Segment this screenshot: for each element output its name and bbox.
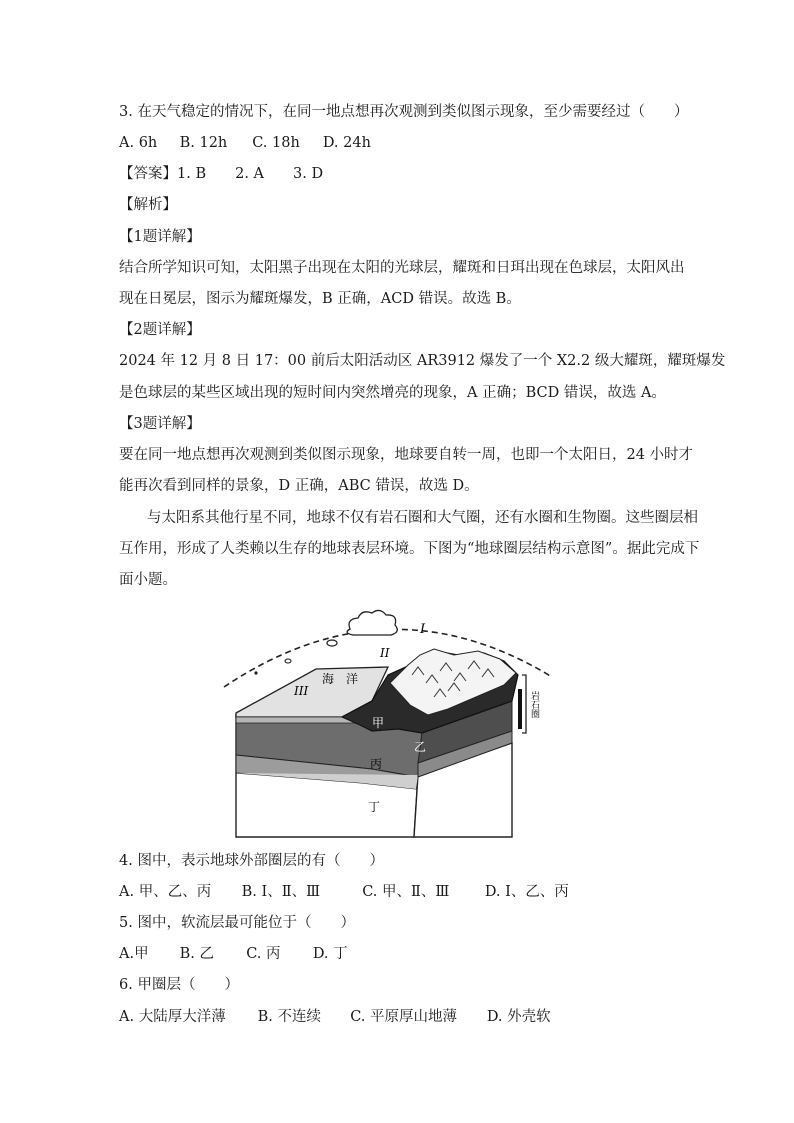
droplet-icon: [254, 671, 257, 674]
detail3-line: 要在同一地点想再次观测到类似图示现象，地球要自转一周，也即一个太阳日，24 小时才: [119, 447, 694, 463]
earth-sphere-diagram: [222, 605, 554, 843]
intro-line: 互作用，形成了人类赖以生存的地球表层环境。下图为“地球圈层结构示意图”。据此完成下: [119, 541, 700, 557]
label-lithosphere: 岩石圈: [529, 691, 539, 718]
intro-line: 与太阳系其他行星不同，地球不仅有岩石圈和大气圈，还有水圈和生物圈。这些圈层相: [147, 510, 698, 526]
detail2-line: 2024 年 12 月 8 日 17：00 前后太阳活动区 AR3912 爆发了一个 X2.2 级大耀斑，耀斑爆发: [119, 353, 726, 369]
label-ocean: 海 洋: [322, 672, 359, 686]
answer-line: 【答案】1. B 2. A 3. D: [119, 166, 324, 182]
q6-option-b: B. 不连续: [257, 1009, 321, 1025]
detail3-line: 能再次看到同样的景象，D 正确，ABC 错误，故选 D。: [119, 478, 479, 494]
label-sphere-iii: III: [294, 684, 309, 698]
lithosphere-bracket: [522, 675, 526, 733]
q4-stem: 4. 图中，表示地球外部圈层的有（ ）: [119, 853, 384, 869]
label-sphere-ii: II: [380, 646, 390, 660]
q5-option-b: B. 乙: [179, 946, 214, 962]
q4-option-a: A. 甲、乙、丙: [119, 884, 212, 900]
q5-option-d: D. 丁: [312, 946, 348, 962]
q4-option-b: B. Ⅰ、Ⅱ、Ⅲ: [241, 884, 321, 900]
detail2-heading: 【2题详解】: [119, 322, 201, 338]
label-sphere-i: I: [420, 622, 426, 637]
q3-option-a: A. 6h: [119, 135, 158, 151]
q5-options: [119, 944, 348, 964]
q5-option-c: C. 丙: [246, 946, 281, 962]
label-ding: 丁: [368, 800, 381, 814]
label-jia: 甲: [372, 716, 385, 730]
label-yi: 乙: [414, 740, 427, 754]
q3-option-d: D. 24h: [322, 135, 371, 151]
cloud-icon: [347, 610, 397, 635]
q3-option-b: B. 12h: [179, 135, 228, 151]
q5-option-a: A.甲: [119, 946, 149, 962]
detail3-heading: 【3题详解】: [119, 416, 201, 432]
q4-option-c: C. 甲、Ⅱ、Ⅲ: [362, 884, 450, 900]
droplet-icon: [285, 659, 291, 663]
detail2-line: 是色球层的某些区域出现的短时间内突然增亮的现象，A 正确；BCD 错误，故选 A。: [119, 385, 666, 401]
q3-stem: 3. 在天气稳定的情况下，在同一地点想再次观测到类似图示现象，至少需要经过（ ）: [119, 104, 689, 120]
q5-stem: 5. 图中，软流层最可能位于（ ）: [119, 915, 355, 931]
q6-stem: 6. 甲圈层（ ）: [119, 977, 239, 993]
detail1-line: 现在日冕层，图示为耀斑爆发，B 正确，ACD 错误。故选 B。: [119, 291, 521, 307]
lithosphere-bar: [518, 689, 522, 729]
q3-option-c: C. 18h: [252, 135, 300, 151]
q6-option-d: D. 外壳软: [486, 1009, 551, 1025]
q6-option-a: A. 大陆厚大洋薄: [119, 1009, 226, 1025]
detail1-heading: 【1题详解】: [119, 229, 201, 245]
label-bing: 丙: [370, 757, 383, 771]
analysis-heading: 【解析】: [119, 197, 177, 213]
detail1-line: 结合所学知识可知，太阳黑子出现在太阳的光球层，耀斑和日珥出现在色球层，太阳风出: [119, 260, 685, 276]
q4-options: [119, 882, 569, 902]
droplet-icon: [327, 640, 337, 646]
q6-option-c: C. 平原厚山地薄: [350, 1009, 458, 1025]
q3-options: [119, 133, 371, 153]
q4-option-d: D. Ⅰ、乙、丙: [484, 884, 569, 900]
intro-line: 面小题。: [119, 572, 177, 588]
q6-options: [119, 1007, 551, 1027]
